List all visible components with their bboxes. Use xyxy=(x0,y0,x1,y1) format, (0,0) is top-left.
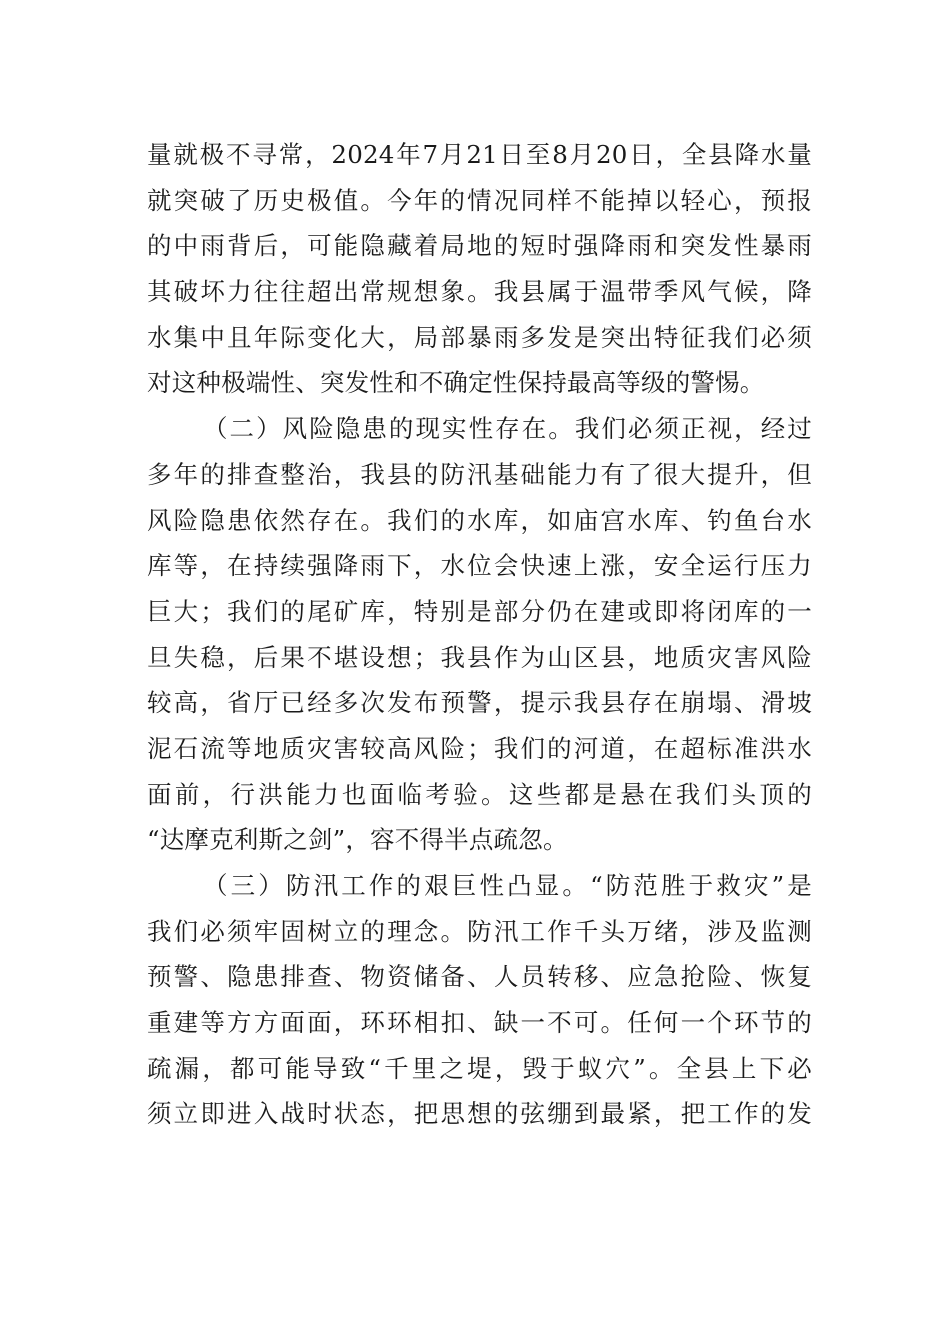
text-line: 疏漏，都可能导致“千里之堤，毁于蚁穴”。全县上下必 xyxy=(147,1053,812,1083)
text-line: 水集中且年际变化大，局部暴雨多发是突出特征我们必须 xyxy=(147,322,812,352)
section-heading-line: （二）风险隐患的现实性存在。我们必须正视，经过 xyxy=(203,414,812,444)
text-line: 泥石流等地质灾害较高风险；我们的河道，在超标准洪水 xyxy=(147,733,812,763)
text-line: 对这种极端性、突发性和不确定性保持最高等级的警惕。 xyxy=(147,368,765,398)
text-line: 就突破了历史极值。今年的情况同样不能掉以轻心，预报 xyxy=(147,185,812,215)
text-line: 重建等方方面面，环环相扣、缺一不可。任何一个环节的 xyxy=(147,1008,812,1038)
text-line: 较高，省厅已经多次发布预警，提示我县存在崩塌、滑坡 xyxy=(147,688,812,718)
text-line: “达摩克利斯之剑”，容不得半点疏忽。 xyxy=(147,825,568,855)
body-text xyxy=(147,132,812,1137)
text-line: 库等，在持续强降雨下，水位会快速上涨，安全运行压力 xyxy=(147,551,812,581)
text-line: 旦失稳，后果不堪设想；我县作为山区县，地质灾害风险 xyxy=(147,642,812,672)
section-heading-line: （三）防汛工作的艰巨性凸显。“防范胜于救灾”是 xyxy=(203,871,812,900)
text-line: 量就极不寻常，2024年7月21日至8月20日，全县降水量 xyxy=(147,140,812,169)
text-line: 须立即进入战时状态，把思想的弦绷到最紧，把工作的发 xyxy=(147,1099,812,1129)
text-line: 多年的排查整治，我县的防汛基础能力有了很大提升，但 xyxy=(147,459,812,489)
text-line: 巨大；我们的尾矿库，特别是部分仍在建或即将闭库的一 xyxy=(147,596,812,626)
text-line: 风险隐患依然存在。我们的水库，如庙宫水库、钓鱼台水 xyxy=(147,505,812,535)
text-line: 其破坏力往往超出常规想象。我县属于温带季风气候，降 xyxy=(147,277,812,307)
text-line: 预警、隐患排查、物资储备、人员转移、应急抢险、恢复 xyxy=(147,962,812,992)
text-line: 的中雨背后，可能隐藏着局地的短时强降雨和突发性暴雨 xyxy=(147,231,812,261)
text-line: 我们必须牢固树立的理念。防汛工作千头万绪，涉及监测 xyxy=(147,916,812,946)
text-line: 面前，行洪能力也面临考验。这些都是悬在我们头顶的 xyxy=(147,779,812,809)
